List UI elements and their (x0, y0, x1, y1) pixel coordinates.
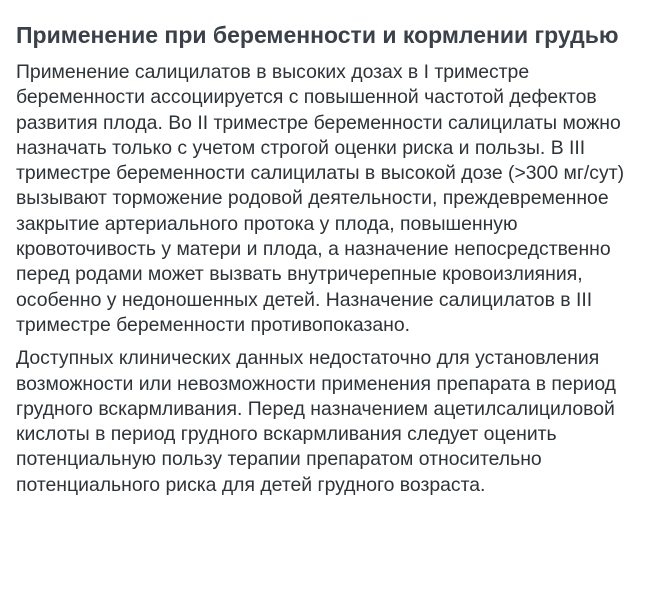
section-title: Применение при беременности и кормлении грудью (16, 22, 619, 48)
pregnancy-paragraph: Применение салицилатов в высоких дозах в I триместре беременности ассоциируется с повышенной частотой дефектов развития плода. Во II триместре беременности салицилаты можно назначать только с учетом строгой оценки риска и пользы. В III триместре беременности салицилаты в высокой дозе (>300 мг/сут) вызывают торможение родовой деятельности, преждевременное закрытие артериального протока у плода, повышенную кровоточивость у матери и плода, а назначение непосредственно перед родами может вызвать внутричерепные кровоизлияния, особенно у недоношенных детей. Назначение салицилатов в III триместре беременности противопоказано. (16, 61, 625, 336)
breastfeeding-paragraph: Доступных клинических данных недостаточно для установления возможности или невозможности применения препарата в период грудного вскармливания. Перед назначением ацетилсалициловой кислоты в период грудного вскармливания следует оценить потенциальную пользу терапии препаратом относительно потенциального риска для детей грудного возраста. (16, 347, 616, 496)
